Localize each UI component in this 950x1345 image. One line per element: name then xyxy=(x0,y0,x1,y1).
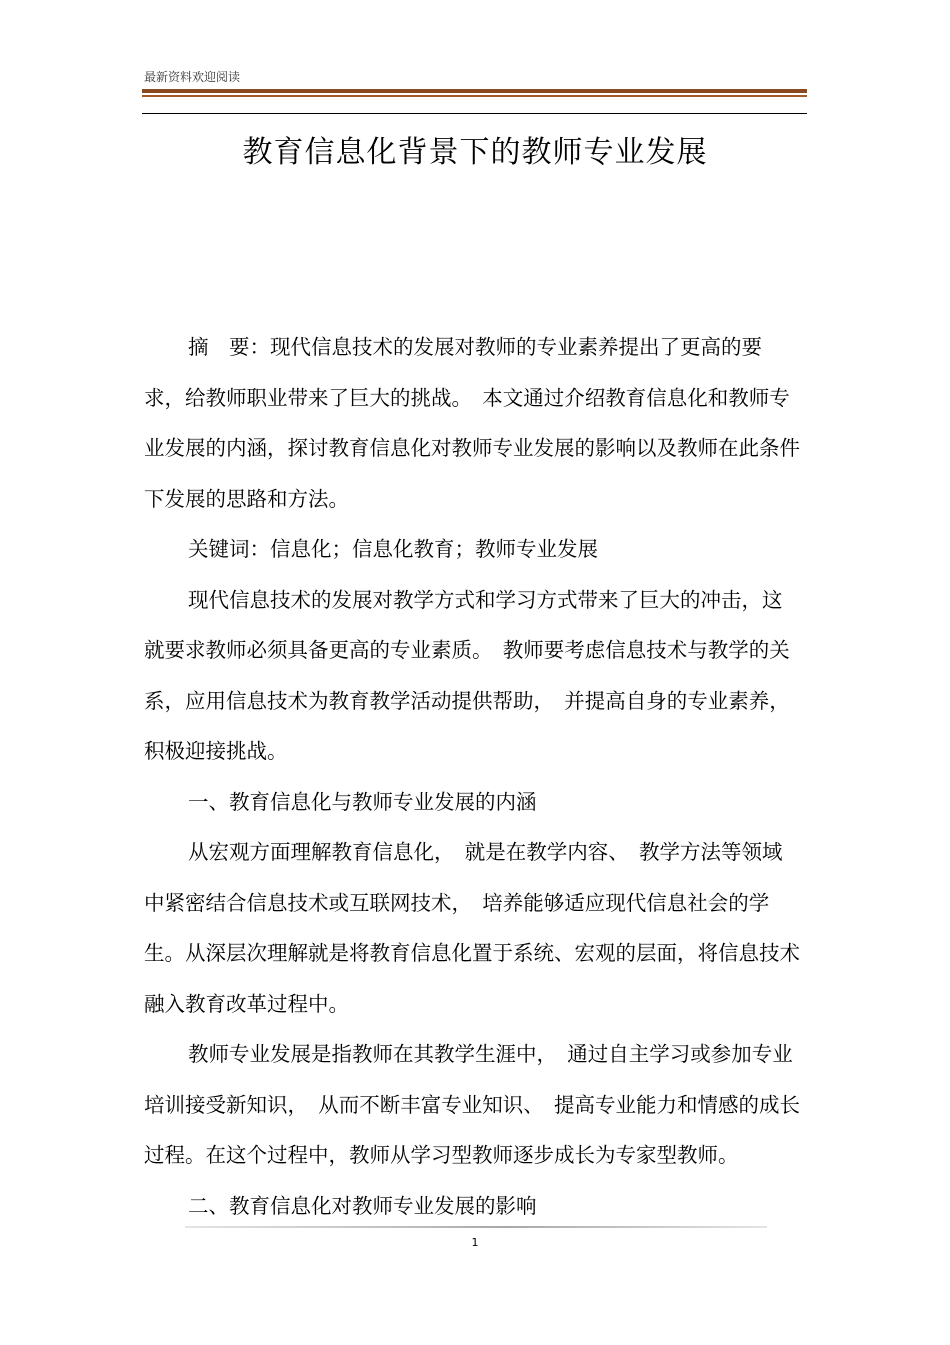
header-rule-thick xyxy=(142,89,807,93)
page-title: 教育信息化背景下的教师专业发展 xyxy=(242,135,708,170)
body-paragraph-2: 教师专业发展是指教师在其教学生涯中， 通过自主学习或参加专业培训接受新知识， 从而不断丰富专业知识、 提高专业能力和情感的成长过程。在这个过程中，教师从学习型教师逐步成长为专家型教师。 xyxy=(144,1042,800,1167)
header-text: 最新资料欢迎阅读 xyxy=(144,70,241,84)
keywords-paragraph: 关键词：信息化；信息化教育；教师专业发展 xyxy=(188,537,598,561)
header-rule-thin xyxy=(142,113,807,114)
abstract-paragraph: 摘 要：现代信息技术的发展对教师的专业素养提出了更高的要求，给教师职业带来了巨大的挑战。 本文通过介绍教育信息化和教师专业发展的内涵，探讨教育信息化对教师专业发展的影响以及教师在此条件下发展的思路和方法。 xyxy=(144,335,800,511)
section-heading-1: 一、教育信息化与教师专业发展的内涵 xyxy=(188,789,537,814)
section-heading-2: 二、教育信息化对教师专业发展的影响 xyxy=(188,1193,537,1218)
body-paragraph-1: 从宏观方面理解教育信息化， 就是在教学内容、 教学方法等领域中紧密结合信息技术或互联网技术， 培养能够适应现代信息社会的学生。从深层次理解就是将教育信息化置于系统、宏观的层面，将信息技术融入教育改革过程中。 xyxy=(144,840,800,1016)
intro-paragraph: 现代信息技术的发展对教学方式和学习方式带来了巨大的冲击，这就要求教师必须具备更高的专业素质。 教师要考虑信息技术与教学的关系，应用信息技术为教育教学活动提供帮助， 并提高自身的专业素养，积极迎接挑战。 xyxy=(144,587,790,763)
document-body xyxy=(144,322,800,1231)
header-rule-medium xyxy=(142,95,807,97)
footer-rule xyxy=(185,1226,767,1228)
page-number: 1 xyxy=(471,1236,479,1249)
